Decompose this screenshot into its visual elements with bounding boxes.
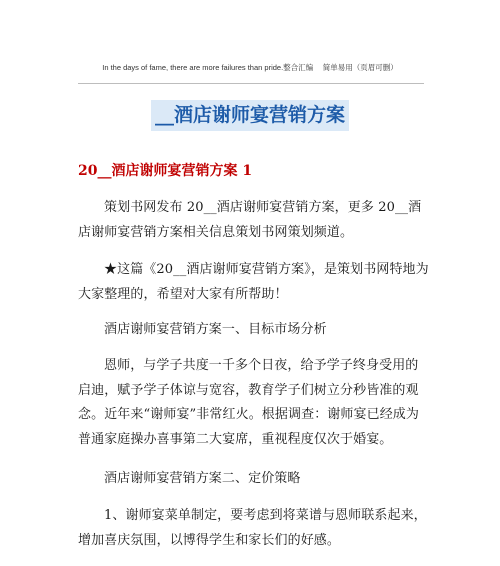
paragraph-1: 策划书网发布 20__酒店谢师宴营销方案，更多 20__酒店谢师宴营销方案相关信息策划书网策划频道。 xyxy=(78,200,422,240)
section-heading: 20__酒店谢师宴营销方案 1 xyxy=(78,163,253,179)
paragraph-5: 酒店谢师宴营销方案二、定价策略 xyxy=(104,471,301,486)
paragraph-4: 恩师，与学子共度一千多个日夜，给予学子终身受用的启迪，赋予学子体谅与宽容，教育学子们树立分秒皆准的观念。近年来“谢师宴”非常红火。根据调查：谢师宴已经成为普通家庭操办喜事第二大宴席，重视程度仅次于婚宴。 xyxy=(78,358,419,447)
paragraph-6: 1、谢师宴菜单制定，要考虑到将菜谱与恩师联系起来，增加喜庆氛围，以博得学生和家长们的好感。 xyxy=(78,508,427,548)
paragraph-3: 酒店谢师宴营销方案一、目标市场分析 xyxy=(104,322,327,337)
header-divider xyxy=(78,83,424,84)
paragraph-2: ★这篇《20__酒店谢师宴营销方案》，是策划书网特地为大家整理的，希望对大家有所帮助！ xyxy=(78,262,429,302)
document-title-text: __酒店谢师宴营销方案 xyxy=(151,100,349,131)
page-header-text: In the days of fame, there are more failures than pride.整合汇编 简单易用（页眉可删） xyxy=(102,63,398,72)
document-title xyxy=(0,100,500,131)
